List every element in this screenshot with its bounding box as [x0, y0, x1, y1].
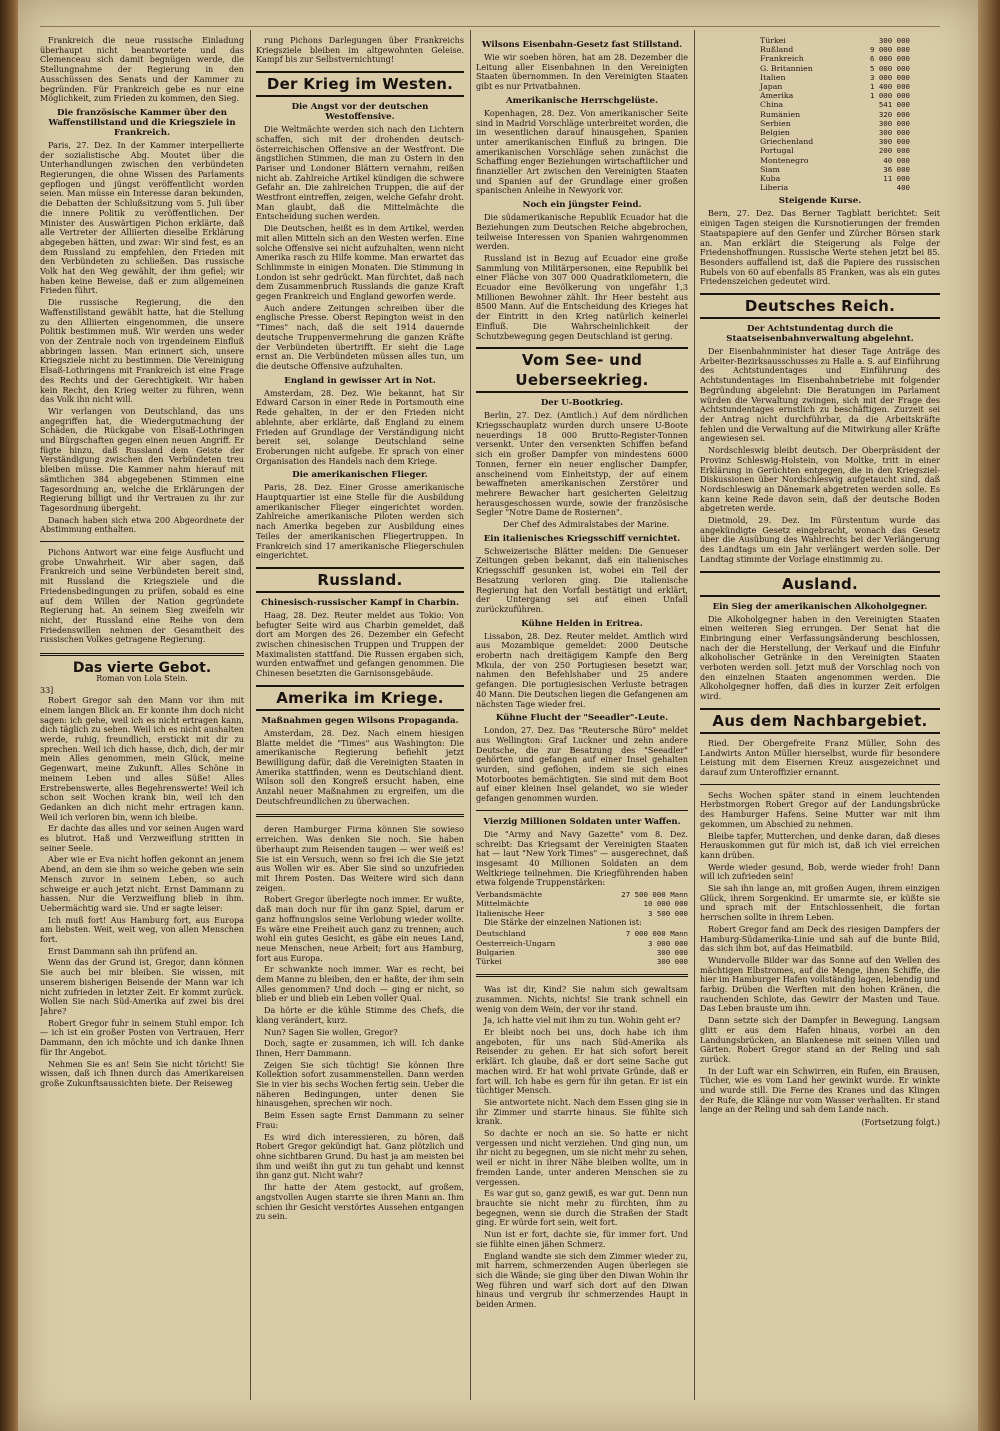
table-cell-value: 40 000 [883, 155, 910, 165]
serial-text: Er dachte das alles und vor seinen Augen ward es blutrot. Haß und Verzweiflung stritten in seiner Seele. [40, 823, 244, 853]
column-rule [694, 30, 695, 1400]
article-text: Nordschleswig bleibt deutsch. Der Oberpräsident der Provinz Schleswig-Holstein, von Moltke, tritt in einer Erklärung in Gerüchten entgegen, die in den Kriegsziel-Diskussionen über Nordschleswig aufgetaucht sind, daß Nordschleswig an Dänemark abgetreten werden solle. Es kann keine Rede davon sein, daß der deutsche Boden abgetreten werde. [700, 445, 940, 514]
article-text: Kopenhagen, 28. Dez. Von amerikanischer Seite sind in Madrid Vorschläge unterbreitet worden, die im wesentlichen darauf hinausgehen, Spanien unter amerikanischen Einfluß zu bringen. Die amerikanischen Vorschläge sehen zunächst die Schaffung enger Beziehungen wirtschaftlicher und finanzieller Art zwischen den Vereinigten Staaten und Spanien auf der Grundlage einer großen spanischen Anleihe in Newyork vor. [476, 107, 688, 196]
table-cell-value: 6 000 000 [869, 54, 910, 64]
serial-text: Doch, sagte er zusammen, ich will. Ich danke Ihnen, Herr Dammann. [256, 1038, 464, 1058]
serial-text: Er schwankte noch immer. War es recht, bei dem Manne zu bleiben, den er haßte, der ihm sein Alles genommen? Und doch — ging er nicht, so blieb er und blieb ein Leben voller Qual. [256, 964, 464, 1004]
table-cell-label: Verbandsmächte [476, 890, 543, 900]
serial-text: Ihr hatte der Atem gestockt, auf großem, angstvollen Augen starrte sie ihren Mann an. Ihm schien ihr Gesicht verstörtes Aussehen entgangen zu sein. [256, 1182, 464, 1222]
table-cell-value: 200 000 [878, 146, 910, 156]
serial-text: Ich muß fort! Aus Hamburg fort, aus Europa am liebsten. Weit, weit weg, von allen Menschen fort. [40, 914, 244, 945]
article-text: Frankreich die neue russische Einladung überhaupt nicht beantwortete und das Clemenceau sich damit begnügen werde, die Stellungnahme der Regierung in den Ausschüssen des Senats und der Kammer zu begründen. Für Frankreich gebe es nur eine Möglichkeit, zum Frieden zu kommen, den Sieg. [40, 36, 244, 104]
table-row [476, 957, 688, 966]
serial-text: Bleibe tapfer, Mutterchen, und denke daran, daß dieses Herauskommen gut für mich ist, daß ich viel erreichen kann drüben. [700, 830, 940, 860]
serial-text: Sie sah ihn lange an, mit großen Augen, ihrem einzigen Glück, ihrem Sorgenkind. Er umarmte sie, er küßte sie und sprach mit der Entschlossenheit, die fortan herrschen sollte in ihrem Leben. [700, 883, 940, 923]
article-text: Die "Army and Navy Gazette" vom 8. Dez. schreibt: Das Kriegsamt der Vereinigten Staaten hat — laut "New York Times" — ausgerechnet, daß insgesamt 40 Millionen Soldaten an dem Weltkriege teilnehmen. Die Kriegführenden haben etwa folgende Truppenstärken: [476, 828, 688, 888]
table-cell-label: Italienische Heer [476, 908, 545, 918]
table-cell-label: Frankreich [760, 54, 804, 64]
article-headline: Der U-Bootkrieg. [540, 398, 624, 409]
table-cell-label: G. Britannien [760, 63, 813, 73]
table-cell-label: Siam [760, 164, 780, 174]
article-headline: Noch ein jüngster Feind. [522, 200, 642, 211]
page-edge [978, 0, 1000, 1431]
table-cell-value: 300 000 [878, 137, 910, 147]
separator [476, 810, 688, 811]
table-cell-label: Serbien [760, 118, 791, 128]
serial-text: Robert Gregor überlegte noch immer. Er wußte, daß man doch nur für ihn ganz Spiel, darum er ganz hoffnungslos seine Verlobung wieder wollte. Es wäre eine Freiheit auch ganz zu trennen; auch wohl ein gutes Gesicht, es gäbe ein neues Land, neue Menschen, neue Arbeit; fort aus Hamburg, fort aus Europa. [256, 894, 464, 963]
article-headline: Steigende Kurse. [778, 196, 862, 207]
table-cell-label: Bulgarien [476, 947, 515, 957]
column-rule [250, 30, 251, 1400]
article-headline: Wilsons Eisenbahn-Gesetz fast Stillstand. [481, 40, 683, 50]
section-heading: Vom See- und Ueberseekrieg. [476, 347, 688, 393]
article-text: Danach haben sich etwa 200 Abgeordnete der Abstimmung enthalten. [40, 514, 244, 535]
table-row [476, 948, 688, 957]
table-cell-value: 9 000 000 [869, 45, 910, 55]
serial-text: Robert Gregor fuhr in seinem Stuhl empor. Ich — ich ist ein großer Posten von Vertrauen, Herr Dammann, den ich möchte und ich danke Ihnen für Ihr Angebot. [40, 1017, 244, 1057]
serial-text: Es war gut so, ganz gewiß, es war gut. Denn nun brauchte sie nicht mehr zu fürchten, ihm zu begegnen, wenn sie durch die Straßen der Stadt ging. Er würde fort sein, weit fort. [476, 1188, 688, 1228]
serial-text: Es wird dich interessieren, zu hören, daß Robert Gregor gekündigt hat. Ganz plötzlich und ohne sichtbaren Grund. Du hast ja am meisten bei ihm und weißt ihn gut zu tun gehabt und kennst ihn ganz gut. Nicht wahr? [256, 1131, 464, 1181]
article-headline: Kühne Flucht der "Seeadler"-Leute. [495, 713, 669, 724]
table-row [760, 100, 910, 109]
table-row [760, 128, 910, 137]
book-spine [0, 0, 18, 1431]
article-headline: Vierzig Millionen Soldaten unter Waffen. [483, 816, 681, 827]
table-row [760, 36, 910, 45]
table-cell-label: Liberia [760, 183, 789, 193]
table-cell-label: Rumänien [760, 109, 801, 119]
table-cell-value: 10 000 000 [643, 899, 688, 909]
serial-text: Nun ist er fort, dachte sie, für immer fort. Und sie fühlte einen jähen Schmerz. [476, 1229, 688, 1249]
article-text: Dietmold, 29. Dez. Im Fürstentum wurde das angekündigte Gesetz eingebracht, wonach das Gesetz über die Ausübung des Wahlrechts bei der Verlängerung des Landtags um ein Jahr verlängert werden solle. Der Landtag stimmte der Vorlage einstimmig zu. [700, 515, 940, 564]
table-row [760, 110, 910, 119]
table-cell-label: Oesterreich-Ungarn [476, 938, 556, 948]
serial-text: deren Hamburger Firma können Sie sowieso erreichen. Was denken Sie noch. Sie haben überhaupt zum Reisenden taugen — wer weiß es! Sie ist ein Versuch, wenn so frei ich die Sie jetzt aus Wollen wir es. Aber Sie sind so unzufrieden mit Ihrem Posten. Das Weitere wird sich dann zeigen. [256, 824, 464, 893]
table-row [760, 146, 910, 155]
article-headline: Amerikanische Herrschgelüste. [505, 95, 659, 106]
article-headline: Chinesisch-russischer Kampf in Charbin. [260, 597, 460, 608]
table-row [760, 183, 910, 192]
separator [476, 974, 688, 977]
article-text: Die Stärke der einzelnen Nationen ist: [484, 916, 642, 927]
column-3 [476, 36, 688, 1396]
column-4 [700, 36, 940, 1396]
section-heading: Ausland. [700, 571, 940, 597]
serial-author: Roman von Lola Stein. [96, 673, 188, 683]
serial-text: Robert Gregor fand am Deck des riesigen Dampfers der Hamburg-Südamerika-Linie und sah auf die bunte Bild, das sich ihm bot, auf das Heimatbild. [700, 923, 940, 954]
top-rule [40, 26, 940, 27]
serial-text: Nehmen Sie es an! Sein Sie nicht töricht! Sie wissen, daß ich Ihnen durch das Amerikareisen große Zukunftsaussichten biete. Der Reiseweg [40, 1058, 244, 1088]
serial-text: Wenn das der Grund ist, Gregor, dann können Sie auch bei mir bleiben. Sie wissen, mit unserem bisherigen Beisende der Mann war ich nicht zufrieden in letzter Zeit. Er kommt zurück. Wollen Sie nach Süd-Amerika auf zwei bis drei Jahre? [40, 957, 244, 1016]
article-text: Paris, 28. Dez. Einer Grosse amerikanische Hauptquartier ist eine Stelle für die Ausbildung amerikanischer Flieger eingerichtet worden. Zahlreiche amerikanische Piloten werden sich nach Amerika begeben zur Ausbildung eines Teiles der amerikanischen Fliegertruppen. In Frankreich sind 17 amerikanische Fliegerschulen eingerichtet. [256, 482, 464, 561]
table-row [760, 174, 910, 183]
table-cell-label: Japan [760, 82, 783, 92]
serial-text: Was ist dir, Kind? Sie nahm sich gewaltsam zusammen. Nichts, nichts! Sie trank schnell ein wenig von dem Wein, der vor ihr stand. [476, 984, 688, 1014]
table-row [760, 156, 910, 165]
table-cell-label: Portugal [760, 146, 794, 156]
table-cell-label: China [760, 100, 784, 110]
table-cell-label: Rußland [760, 45, 794, 55]
table-row [476, 929, 688, 938]
article-text: Die Deutschen, heißt es in dem Artikel, werden mit allen Mitteln sich an den Westen werfen. Eine solche Offensive sei nicht aufzuhalten, wenn nicht Amerika rasch zu Hilfe komme. Man erwartet das Schlimmste in einigen Monaten. Die Stimmung in London ist sehr gedrückt. Man fürchtet, daß nach dem Zusammenbruch Russlands die ganze Kraft gegen Frankreich und England geworfen werde. [256, 223, 464, 302]
table-row [760, 54, 910, 63]
article-text: Auch andere Zeitungen schreiben über die englische Presse. Oberst Repington weist in den "Times" nach, daß die seit 1914 dauernde deutsche Truppenvermehrung die ganzen Kräfte der Verbündeten übertrifft. Er sieht die Lage ernst an. Die Verbündeten müssen alles tun, um die deutsche Offensive aufzuhalten. [256, 302, 464, 371]
serial-text: England wandte sie sich dem Zimmer wieder zu, mit harrem, schmerzenden Augen überlegen sie sich die Wände; sie ging über den Diwan Wohin ihr Weg führen und warf sich dort auf den Diwan hinaus und vergrub ihr schmerzendes Haupt in beiden Armen. [476, 1250, 688, 1310]
separator [256, 814, 464, 817]
article-headline: Die Angst vor der deutschen Westoffensive. [291, 102, 429, 123]
table-cell-label: Amerika [760, 91, 794, 101]
table-cell-value: 11 000 [883, 174, 910, 184]
table-cell-label: Montenegro [760, 155, 809, 165]
troop-table-nations [760, 36, 910, 192]
serial-text: Aber wie er Eva nicht hoffen gekonnt an jenem Abend, an dem sie ihm so weiche geben wie sein Mensch zuvor in seinem Leben, so auch schweige er auch jetzt nicht. Ernst Dammann zu hassen. Nur die Verzweiflung blieb in ihm. Uebermächtig ward sie. Und er sagte leiser: [40, 854, 244, 913]
article-text: Russland ist in Bezug auf Ecuador eine große Sammlung von Militärpersonen, eine Republik bei einer Fläche von 307 000 Quadratkilometern, die Ecuador eine Bevölkerung von ungefähr 1,3 Millionen Bewohner zählt. Ihr Heer besteht aus 8500 Mann. Auf die Entscheidung des Krieges hat der Eintritt in den Krieg natürlich keinerlei Einfluß. Die Wahrscheinlichkeit der Schutzbewegung gegen Deutschland ist gering. [476, 252, 688, 341]
table-cell-label: Mittelmächte [476, 899, 530, 909]
table-row [760, 64, 910, 73]
article-text: Die Alkoholgegner haben in den Vereinigten Staaten einen weiteren Sieg errungen. Der Senat hat die Einbringung einer Verfassungsänderung beschlossen, nach der die Herstellung, der Verkauf und die Einfuhr alkoholischer Getränke in den Vereinigten Staaten verboten werden soll. Jetzt muß der Vorschlag noch von den einzelnen Staaten angenommen werden. Die Alkoholgegner hoffen, daß dies in kurzer Zeit erfolgen wird. [700, 613, 940, 702]
article-text: Haag, 28. Dez. Reuter meldet aus Tokio: Von befugter Seite wird aus Charbin gemeldet, daß dort am Morgen des 26. Dezember ein Gefecht zwischen chinesischen Truppen und Truppen der Maximalisten stattfand. Die Russen ergaben sich, wurden entwaffnet und gefangen genommen. Die Chinesen besetzten die Garnisonsgebäude. [256, 609, 464, 679]
article-text: Amsterdam, 28. Dez. Nach einem hiesigen Blatte meldet die "Times" aus Washington: Die amerikanische Regierung befiehlt jetzt Bewilligung dafür, daß die Vereinigten Staaten in Amerika stattfinden, wenn es Deutschland dient. Wilson soll den Kongreß ersucht haben, eine Anzahl neuer Maßnahmen zu ergreifen, um die Deutschfreundlichen zu überwachen. [256, 727, 464, 806]
table-cell-value: 1 000 000 [869, 91, 910, 101]
article-headline: Kühne Helden in Eritrea. [521, 618, 643, 629]
table-cell-label: Italien [760, 72, 786, 82]
table-row [760, 91, 910, 100]
article-text: Wir verlangen von Deutschland, das uns angegriffen hat, die Wiedergutmachung der Schäden, die Rückgabe von Elsaß-Lothringen und Bürgschaften gegen einen neuen Angriff. Er fügte hinzu, daß Russland dem Geiste der Verständigung zwischen den Verbündeten treu bleiben müsse. Die Kammer nahm hierauf mit sämtlichen 384 abgegebenen Stimmen eine Tagesordnung an, welche die Erklärungen der Regierung billigt und ihr Vertrauen zu ihr zur Tagesordnung übergeht. [40, 405, 244, 513]
continuation-note: (Fortsetzung folgt.) [861, 1118, 940, 1128]
article-headline: Maßnahmen gegen Wilsons Propaganda. [261, 715, 459, 726]
table-cell-value: 3 500 000 [647, 908, 688, 918]
serial-text: Wundervolle Bilder war das Sonne auf den Wellen des mächtigen Elbstromes, auf die Menge, ihnen Schiffe, die hier im Hamburger Hafen vollständig lagen, lebendig und farbig. Drüben die Werften mit den hohen Kränen, die rauchenden Schlote, das Gewirr der Masten und Taue. Das Leben brauste um ihn. [700, 954, 940, 1014]
table-cell-value: 7 000 000 Mann [625, 929, 688, 939]
table-row [760, 165, 910, 174]
section-heading: Der Krieg im Westen. [256, 71, 464, 97]
article-headline: Die französische Kammer über den Waffenstillstand und die Kriegsziele in Frankreich. [48, 107, 236, 138]
serial-text: Robert Gregor sah den Mann vor ihm mit einem langen Blick an. Er konnte ihm doch nicht sagen: ich gehe, weil ich es nicht ertragen kann, dich täglich zu sehen. Weil ich es nicht aushalten werde, ruhig, freundlich, erstickt mit dir zu sprechen. Weil ich dich hasse, dich, dich, der mir mein Alles genommen, mein Glück, meine Gegenwart, meine Zukunft. Alles Schöne in meinem Leben und alles Süße! Alles Erstrebenswerte, alles Begehrenswerte! Weil ich schon seit Wochen krank bin, weil ich den Gedanken an dich nicht mehr ertragen kann. Weil ich verloren bin, wenn ich bleibe. [40, 695, 244, 822]
table-cell-value: 320 000 [878, 109, 910, 119]
section-heading: Russland. [256, 567, 464, 593]
column-2 [256, 36, 464, 1396]
troop-table-alliances [476, 890, 688, 918]
article-text: Der Eisenbahnminister hat dieser Tage Anträge des Arbeiter-Bezirksausschusses zu Halle a. S. auf Einführung des Achtstundentages und Einführung des Achtstundentages im Eisenbahnbetriebe mit folgender Begründung abgelehnt: Die Beratungen im Parlament würden die Verwaltung zwingen, sich mit der Frage des Achtstundentages ernstlich zu beschäftigen. Zurzeit sei der Antrag nicht durchführbar, da die Arbeitskräfte fehlen und die Verwaltung auf die Mitwirkung aller Kräfte angewiesen sei. [700, 346, 940, 444]
table-row [476, 899, 688, 908]
serial-number: 33] [40, 686, 54, 696]
separator [700, 784, 940, 785]
article-text: Die russische Regierung, die den Waffenstillstand gewählt hatte, hat die Stellung zu den Alliierten eingenommen, die unsere Politik bestimmen muß. Wir werden uns weder von der Zentrale noch von irgendeinem Einfluß abbringen lassen. Man erinnert sich, unsere Kriegsziele nicht zu bestimmen. Die Vereinigung Elsaß-Lothringens mit Frankreich ist eine Frage des Rechts und der Gerechtigkeit. Wir haben kein Recht, den Krieg weiter zu führen, wenn das Volk ihn nicht will. [40, 297, 244, 405]
article-text: Lissabon, 28. Dez. Reuter meldet. Amtlich wird aus Mozambique gemeldet: 2000 Deutsche erobertn nach dreitägigem Kampfe den Berg Mkula, der von 250 Portugiesen besetzt war, nahmen den Befehlshaber und 25 andere gefangen. Die portugiesischen Verluste betragen 40 Mann. Die Deutschen liegen die Gefangenen am nächsten Tage wieder frei. [476, 630, 688, 709]
table-cell-value: 3 000 000 [869, 72, 910, 82]
serial-text: Da hörte er die kühle Stimme des Chefs, die klang verändert, kurz. [256, 1005, 464, 1025]
separator [40, 541, 244, 542]
section-heading: Aus dem Nachbargebiet. [700, 708, 940, 734]
table-cell-value: 300 000 [878, 118, 910, 128]
article-headline: England in gewisser Art in Not. [284, 375, 436, 386]
table-row [760, 137, 910, 146]
table-cell-value: 36 000 [883, 164, 910, 174]
article-text: Die südamerikanische Republik Ecuador hat die Beziehungen zum Deutschen Reiche abgebrochen, teilweise Interessen von Spanien wahrgenommen werden. [476, 212, 688, 252]
article-headline: Ein italienisches Kriegsschiff vernichtet. [483, 533, 681, 544]
table-cell-value: 300 000 [656, 947, 688, 957]
article-text: Ried. Der Obergefreite Franz Müller, Sohn des Landwirts Anton Müller hierselbst, wurde für besondere Leistung mit dem Eisernen Kreuz ausgezeichnet und darauf zum Unteroffizier ernannt. [700, 737, 940, 777]
table-cell-value: 3 000 000 [647, 938, 688, 948]
article-text: London, 27. Dez. Das "Reutersche Büro" meldet aus Wellington: Graf Luckner und zehn andere Deutsche, die zur Besatzung des "Seeadler" gehörten und gefangen auf einer Insel gehalten wurden, sind geflohen, indem sie sich eines Motorbootes bemächtigten. Sie sind mit dem Boot auf einer kleinen Insel gelandet, wo sie wieder gefangen genommen wurden. [476, 725, 688, 804]
article-text: Die Weltmächte werden sich nach den Lichtern schaffen, sich mit der drohenden deutsch-österreichischen Offensive an der Westfront. Die ängstlichen Stimmen, die man zu Ostern in den Pariser und Londoner Blättern vernahm, reißen nicht ab. Zahlreiche Artikel kündigen die schwere Gefahr an. Die zahlreichen Truppen, die auf der Westfront eintreffen, zeigen, welche Gefahr droht. Man glaubt, daß die Mittelmächte die Entscheidung suchen werden. [256, 124, 464, 222]
serial-text: Werde wieder gesund, Bob, werde wieder froh! Dann will ich zufrieden sein! [700, 861, 940, 882]
table-row [476, 890, 688, 899]
table-row [760, 45, 910, 54]
table-cell-value: 541 000 [878, 100, 910, 110]
serial-text: In der Luft war ein Schwirren, ein Rufen, ein Brausen, Tücher, wie es vom Land her gewinkt wurde. Er winkte und wurde still. Die Ferne des Kranes und das Klingen der Rufe, die Klänge nur vom Wasser verhallten. Er stand lange an der Reling und sah dem Lande nach. [700, 1065, 940, 1115]
article-text: Wie wir soeben hören, hat am 28. Dezember die Leitung aller Eisenbahnen in den Vereinigten Staaten übernommen. In den Vereinigten Staaten gibt es nur Privatbahnen. [476, 52, 688, 92]
serial-text: Sechs Wochen später stand in einem leuchtenden Herbstmorgen Robert Gregor auf der Landungsbrücke des Hamburger Hafens. Seine Mutter war mit ihm gekommen, um Abschied zu nehmen. [700, 789, 940, 829]
article-text: Bern, 27. Dez. Das Berner Tagblatt berichtet: Seit einigen Tagen steigen die Kursnotierungen der fremden Staatspapiere auf den Genfer und Zürcher Börsen stark an. Man erklärt die Steigerung als Folge der Friedenshoffnungen. Russische Werte stehen jetzt bei 85. Besonders auffallend ist, daß die Papiere des russischen Rubels von 60 auf ebenfalls 85 Franken, was als ein gutes Friedenszeichen gedeutet wird. [700, 208, 940, 287]
article-headline: Der Achtstundentag durch die Staatseisenbahnverwaltung abgelehnt. [726, 324, 914, 345]
serial-text: Nun? Sagen Sie wollen, Gregor? [264, 1026, 398, 1037]
table-cell-label: Türkei [760, 36, 786, 45]
serial-title: Das vierte Gebot. [72, 660, 212, 677]
serial-text: Ja, ich hatte viel mit ihm zu tun. Wohin geht er? [484, 1015, 681, 1026]
table-row [760, 82, 910, 91]
table-row [760, 119, 910, 128]
article-text: Paris, 27. Dez. In der Kammer interpellierte der sozialistische Abg. Moutet über die Unterhandlungen zwischen den verbündeten Regierungen, die ohne Wissen des Parlaments gepflogen und jüngst veröffentlicht worden seien. Man müsse ein Interesse daran bekunden, die Debatten der Schlußsitzung vom 5. Juli über die innere Politik zu veröffentlichen. Der Minister des Auswärtigen Pichon erklärte, daß alle Vertreter der Alliierten dieselbe Erklärung abgegeben hätten, und zwar: Wir sind fest, es an dem Russland zu empfehlen, den Frieden mit den Verbündeten zu schließen. Das russische Volk hat den Weg gewählt, der ihm gefiel; wir haben keine Beweise, daß er zum allgemeinen Frieden führt. [40, 139, 244, 296]
table-cell-label: Türkei [476, 957, 502, 967]
column-rule [470, 30, 471, 1400]
serial-text: Ernst Dammann sah ihn prüfend an. [48, 945, 198, 956]
table-cell-label: Belgien [760, 128, 790, 138]
article-text: Der Chef des Admiralstabes der Marine. [502, 519, 670, 530]
section-heading: Amerika im Kriege. [256, 685, 464, 711]
serial-text: Dann setzte sich der Dampfer in Bewegung. Langsam glitt er aus dem Hafen hinaus, vorbei an den Landungsbrücken, an Blankenese mit seinen Villen und Gärten. Robert Gregor stand an der Reling und sah zurück. [700, 1015, 940, 1064]
article-headline: Ein Sieg der amerikanischen Alkoholgegner. [712, 601, 928, 612]
table-row [760, 73, 910, 82]
serial-text: Zeigen Sie sich tüchtig! Sie können Ihre Kollektion sofort zusammenstellen. Dann werden Sie in vier bis sechs Wochen fertig sein. Ueber die näheren Bedingungen, unter denen Sie hinausgehen, sprechen wir noch. [256, 1059, 464, 1109]
article-headline: Die amerikanischen Flieger. [292, 470, 428, 481]
article-text: Berlin, 27. Dez. (Amtlich.) Auf dem nördlichen Kriegsschauplatz wurden durch unsere U-Boote neuerdings 18 000 Brutto-Register-Tonnen versenkt. Unter den versenkten Schiffen befand sich ein großer Dampfer von mindestens 6000 Tonnen, ferner ein neuer englischer Dampfer, anscheinend vom Einheitstyp, der auf einem bewaffneten amerikanischen Zerstörer und mehrere Bewacher hart gesicherten Geleitzug herausgeschossen wurde, sowie der französische Segler "Notre Dame de Rosiernen". [476, 410, 688, 518]
serial-text: So dachte er noch an sie. So hatte er nicht vergessen und nicht verziehen. Und ging nun, um ihr nicht zu begegnen, um sie nicht mehr zu sehen, weil er nicht in ihrer Nähe bleiben wollte, um in fremden Lande, unter anderen Menschen sie zu vergessen. [476, 1128, 688, 1187]
serial-text: Sie antwortete nicht. Nach dem Essen ging sie in ihr Zimmer und starrte hinaus. Sie fühlte sich krank. [476, 1096, 688, 1127]
serial-text: Er bleibt noch bei uns, doch habe ich ihm angeboten, für uns nach Süd-Amerika als Reisender zu gehen. Er hat sich sofort bereit erklärt. Ich glaube, daß er dort seine Sache gut machen wird. Er hat wohl private Gründe, daß er fort will. Ich habe es gern für ihn getan. Er ist ein tüchtiger Mensch. [476, 1027, 688, 1096]
column-1 [40, 36, 244, 1396]
table-cell-value: 300 000 [656, 957, 688, 967]
section-heading: Deutsches Reich. [700, 293, 940, 319]
article-text: Amsterdam, 28. Dez. Wie bekannt, hat Sir Edward Carson in einer Rede in Portsmouth eine Rede gehalten, in der er den Frieden nicht ablehnte, aber erklärte, daß England zu einem Frieden auf Grundlage der Verständigung nicht bereit sei, solange Deutschland seine Eroberungen nicht aufgebe. Er sprach von einer Organisation des Handels nach dem Kriege. [256, 387, 464, 466]
table-cell-value: 300 000 [878, 36, 910, 45]
separator [40, 653, 244, 656]
table-cell-label: Deutschland [476, 929, 526, 939]
table-cell-value: 300 000 [878, 128, 910, 138]
serial-text: Beim Essen sagte Ernst Dammann zu seiner Frau: [256, 1110, 464, 1130]
article-text: Pichons Antwort war eine feige Ausflucht und grobe Unwahrheit. Wir aber sagen, daß Frankreich und seine Verbündeten bereit sind, mit Russland die Kriegsziele und die Friedensbedingungen zu prüfen, sobald es eine auf dem Willen der Nation gegründete Regierung hat. An seinem Sieg zweifeln wir nicht, der Russland eine Reihe von dem Friedenswillen nehmen der Gesamtheit des russischen Volkes getragene Regierung. [40, 547, 244, 645]
article-text: Schweizerische Blätter melden: Die Genueser Zeitungen geben bekannt, daß ein italienisches Kriegsschiff gesunken ist, wobei ein Teil der Besatzung verloren ging. Die italienische Regierung hat den Vorfall bestätigt und erklärt, der Untergang sei auf einen Unfall zurückzuführen. [476, 545, 688, 614]
table-cell-label: Griechenland [760, 137, 814, 147]
table-cell-label: Kuba [760, 174, 781, 184]
table-cell-value: 400 [896, 183, 910, 193]
article-text: rung Pichons Darlegungen über Frankreichs Kriegsziele bleiben im altgewohnten Geleise. Kampf bis zur Selbstvernichtung! [256, 36, 464, 65]
table-row [476, 939, 688, 948]
table-cell-value: 5 000 000 [869, 63, 910, 73]
table-cell-value: 27 500 000 Mann [621, 890, 688, 900]
troop-table-central [476, 929, 688, 966]
table-cell-value: 1 400 000 [869, 82, 910, 92]
